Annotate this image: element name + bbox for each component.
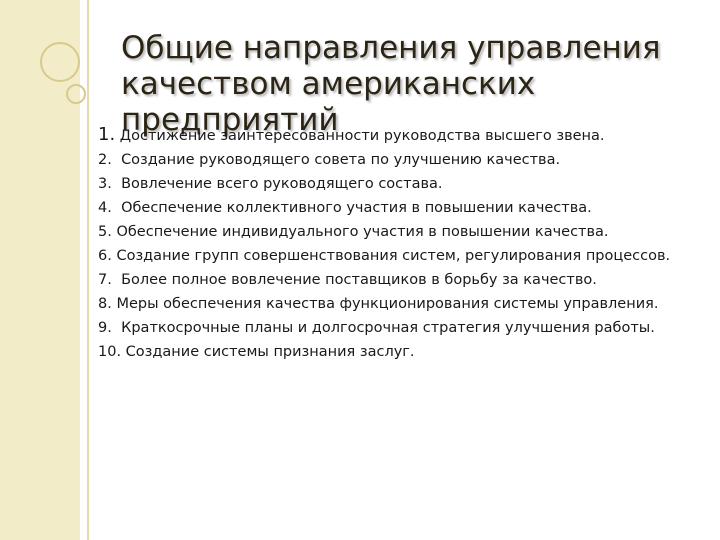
list-item — [98, 341, 698, 364]
list-item — [98, 173, 698, 196]
list-item — [98, 245, 698, 268]
list-item-text: Создание системы признания заслуг. — [125, 344, 415, 360]
list-item-number: 8. — [98, 296, 112, 312]
decorative-divider — [87, 0, 89, 540]
list-item-number: 4. — [98, 200, 112, 216]
list-item-number: 10. — [98, 344, 122, 360]
list-item-text: Достижение заинтересованности руководства высшего звена. — [119, 128, 605, 144]
list-item-text: Более полное вовлечение поставщиков в борьбу за качество. — [121, 272, 597, 288]
list-item-number: 3. — [98, 176, 112, 192]
list-item — [98, 221, 698, 244]
decorative-side-panel — [0, 0, 80, 540]
decorative-circle-large — [40, 42, 80, 82]
decorative-circle-small — [66, 84, 86, 104]
list-item-text: Меры обеспечения качества функционирования системы управления. — [116, 296, 659, 312]
list-item-number: 1. — [98, 124, 116, 145]
list-item — [98, 197, 698, 220]
list-item-number: 6. — [98, 248, 112, 264]
list-item-number: 5. — [98, 224, 112, 240]
list-item-text: Создание групп совершенствования систем, регулирования процессов. — [116, 248, 671, 264]
list-item-text: Краткосрочные планы и долгосрочная стратегия улучшения работы. — [121, 320, 655, 336]
list-item-text: Создание руководящего совета по улучшению качества. — [121, 152, 561, 168]
list-item — [98, 317, 698, 340]
directions-list — [98, 123, 698, 365]
list-item-number: 2. — [98, 152, 112, 168]
list-item-text: Обеспечение коллективного участия в повышении качества. — [121, 200, 592, 216]
slide-title: Общие направления управления качеством американских предприятий — [121, 30, 661, 138]
list-item-number: 7. — [98, 272, 112, 288]
list-item — [98, 269, 698, 292]
list-item — [98, 149, 698, 172]
list-item — [98, 293, 698, 316]
list-item-number: 9. — [98, 320, 112, 336]
list-item-text: Обеспечение индивидуального участия в повышении качества. — [116, 224, 609, 240]
list-item — [98, 123, 698, 148]
list-item-text: Вовлечение всего руководящего состава. — [121, 176, 443, 192]
